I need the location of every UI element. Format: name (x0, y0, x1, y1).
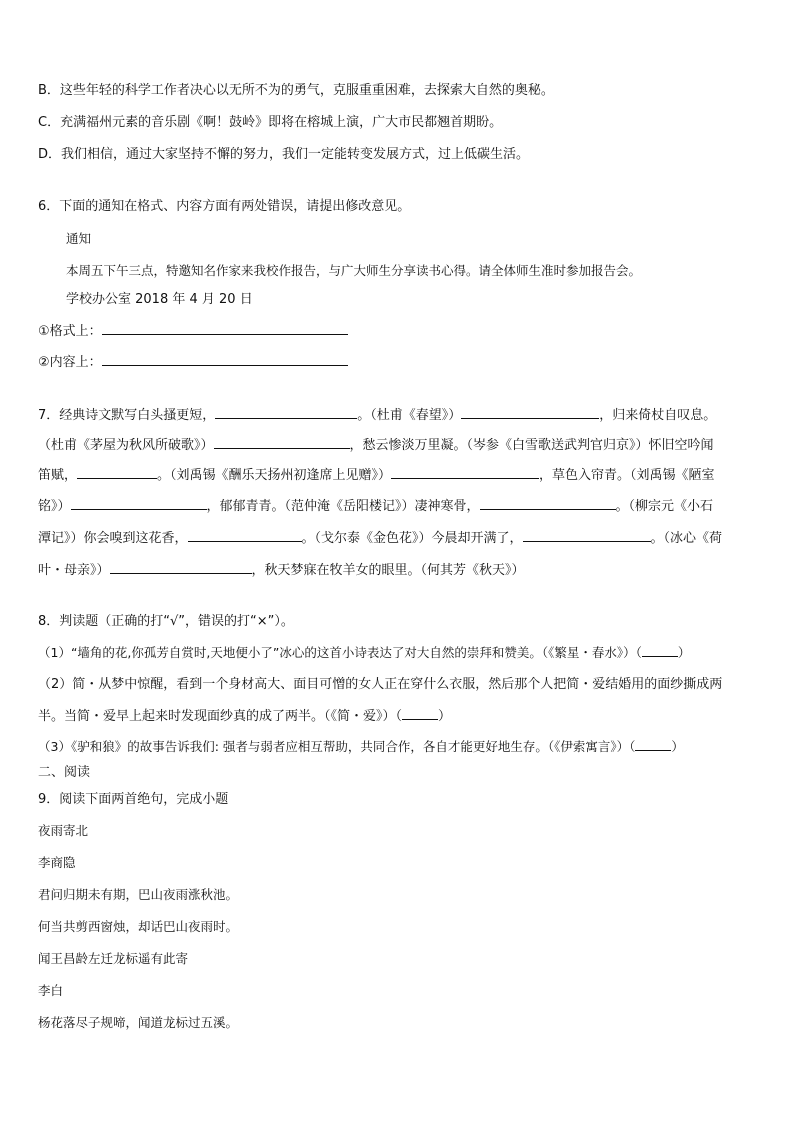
poem2-author: 李白 (38, 983, 64, 998)
option-d: D．我们相信，通过大家坚持不懈的努力，我们一定能转变发展方式，过上低碳生活。 (38, 147, 530, 162)
q7-blank[interactable] (77, 466, 157, 479)
q7-text: 潭记》）你会嗅到这花香， (38, 531, 188, 546)
q7-text: 笛赋， (38, 468, 78, 483)
q8-item-2b (38, 707, 451, 726)
q7-text: ，愁云惨淡万里凝。（岑参《白雪歌送武判官归京》）怀旧空吟闻 (349, 438, 714, 453)
paren-open: （ (635, 645, 642, 660)
q7-text: ，草色入帘青。（刘禹锡《陋室 (539, 468, 715, 483)
q8-item-1 (38, 644, 690, 662)
q8-statement: （3）《驴和狼》的故事告诉我们: 强者与弱者应相互帮助，共同合作，各自才能更好地生存。（《伊索寓言》） (38, 739, 630, 754)
poem1-line-2: 何当共剪西窗烛，却话巴山夜雨时。 (38, 919, 239, 934)
q7-blank[interactable] (480, 497, 616, 510)
content-label: ②内容上： (38, 355, 102, 370)
section-heading: 二、阅读 (38, 765, 91, 780)
q7-text: 铭》） (38, 499, 71, 514)
q7-blank[interactable] (461, 406, 599, 419)
q7-text: ，秋天梦寐在牧羊女的眼里。（何其芳《秋天》） (251, 563, 525, 578)
paren-close: ） (671, 739, 684, 754)
poem1-line-1: 君问归期未有期，巴山夜雨涨秋池。 (38, 887, 239, 902)
q7-text: ，归来倚杖自叹息。 (599, 408, 717, 423)
q7-text: 。（刘禹锡《酬乐天扬州初逢席上见赠》） (157, 468, 392, 483)
q8-statement: 半。当简・爱早上起来时发现面纱真的成了两半。（《简・爱》） (38, 709, 396, 724)
q7-blank[interactable] (391, 466, 539, 479)
poem1-title: 夜雨寄北 (38, 823, 89, 838)
q8-stem: 8．判读题（正确的打“√”，错误的打“×”）。 (38, 614, 294, 629)
format-blank[interactable] (102, 322, 348, 335)
content-blank[interactable] (102, 353, 348, 366)
q9-stem: 9．阅读下面两首绝句，完成小题 (38, 792, 229, 807)
format-label: ①格式上： (38, 324, 102, 339)
q8-item-3 (38, 738, 684, 756)
q7-line-3 (38, 466, 715, 485)
q8-answer-blank[interactable] (642, 644, 678, 657)
paren-close: ） (438, 709, 452, 724)
poem2-title: 闻王昌龄左迁龙标遥有此寄 (38, 951, 189, 966)
q7-blank[interactable] (188, 529, 302, 542)
q7-text: 。（杜甫《春望》） (357, 408, 462, 423)
notice-title: 通知 (66, 231, 92, 246)
q8-item-2a: （2）简・从梦中惊醒，看到一个身材高大、面目可憎的女人正在穿什么衣服，然后那个人把简・爱结婚用的面纱撕成两 (38, 677, 723, 692)
q6-stem: 6．下面的通知在格式、内容方面有两处错误，请提出修改意见。 (38, 199, 411, 214)
q7-blank[interactable] (214, 436, 350, 449)
poem1-author: 李商隐 (38, 855, 76, 870)
q7-blank[interactable] (110, 561, 252, 574)
q7-text: 。（柳宗元《小石 (615, 499, 714, 514)
paren-open: （ (629, 739, 636, 754)
content-answer-line (38, 353, 348, 372)
q7-text: 叶・母亲》） (38, 563, 110, 578)
q7-blank[interactable] (523, 529, 651, 542)
q7-text: 。（冰心《荷 (650, 531, 723, 546)
q7-line-5 (38, 529, 722, 548)
q7-text: （杜甫《茅屋为秋风所破歌》） (38, 438, 214, 453)
q7-text: 7．经典诗文默写白头搔更短， (38, 408, 216, 423)
q8-answer-blank[interactable] (402, 707, 438, 720)
format-answer-line (38, 322, 348, 341)
q7-line-2 (38, 436, 714, 455)
paren-close: ） (677, 645, 691, 660)
poem2-line-1: 杨花落尽子规啼，闻道龙标过五溪。 (38, 1015, 239, 1030)
q7-blank[interactable] (215, 406, 357, 419)
option-b: B．这些年轻的科学工作者决心以无所不为的勇气，克服重重困难，去探索大自然的奥秘。 (38, 83, 554, 98)
q7-text: ，郁郁青青。（范仲淹《岳阳楼记》）凄神寒骨， (206, 499, 480, 514)
q7-blank[interactable] (71, 497, 207, 510)
q7-text: 。（戈尔泰《金色花》）今晨却开满了， (301, 531, 523, 546)
q7-line-6 (38, 561, 525, 580)
option-c: C．充满福州元素的音乐剧《啊！鼓岭》即将在榕城上演，广大市民都翘首期盼。 (38, 115, 503, 130)
notice-body: 本周五下午三点，特邀知名作家来我校作报告，与广大师生分享读书心得。请全体师生准时参加报告会。 (66, 263, 642, 278)
paren-open: （ (395, 709, 403, 724)
q8-answer-blank[interactable] (635, 738, 671, 751)
q8-statement: （1）“墙角的花,你孤芳自赏时,天地便小了”冰心的这首小诗表达了对大自然的崇拜和赞美。（《繁星・春水》） (38, 645, 636, 660)
notice-signature: 学校办公室 2018 年 4 月 20 日 (66, 292, 253, 307)
q7-line-4 (38, 497, 713, 516)
q7-line-1 (38, 406, 716, 425)
